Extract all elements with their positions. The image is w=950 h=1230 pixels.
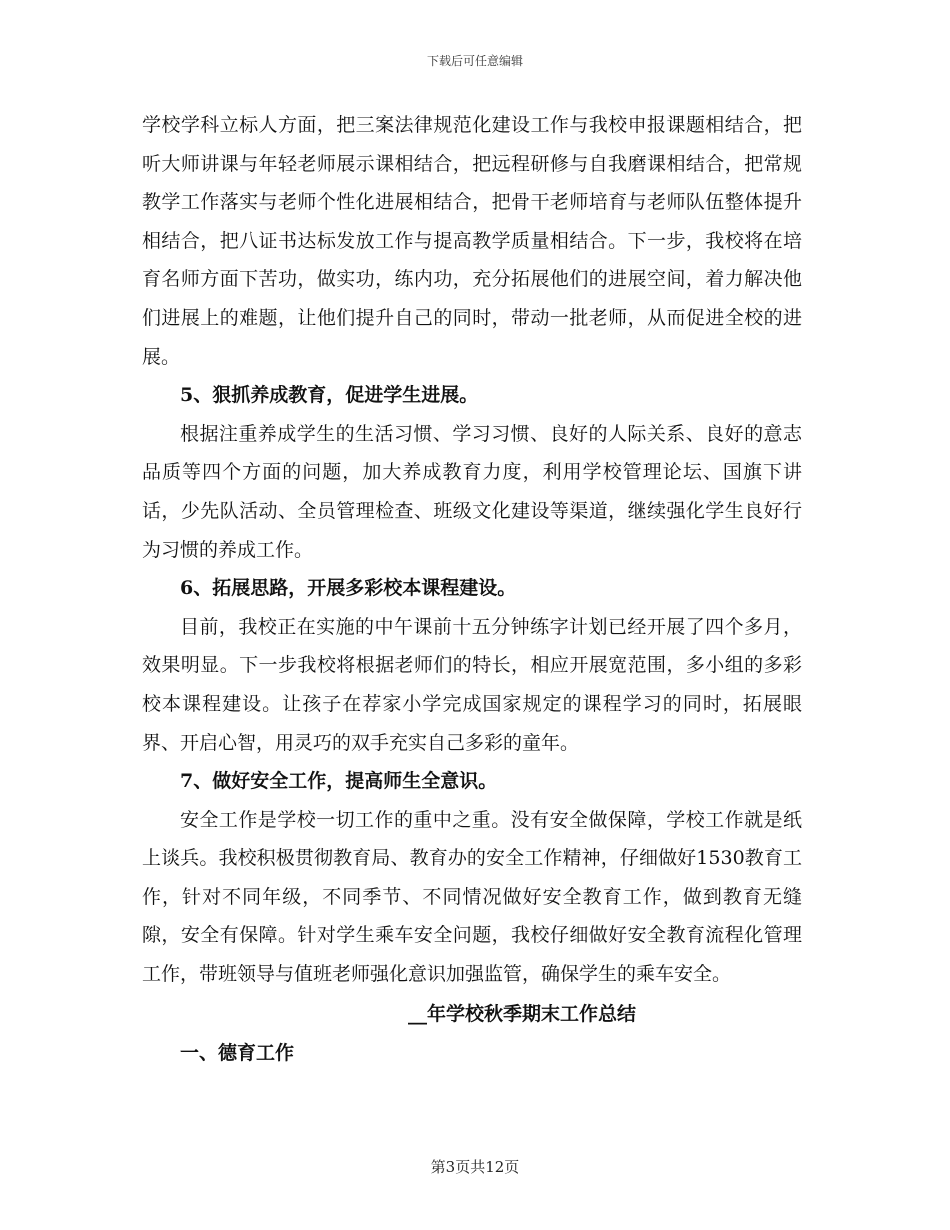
section-heading-1: 一、德育工作 (180, 1041, 295, 1064)
heading-7: 7、做好安全工作，提高师生全意识。 (180, 770, 498, 793)
document-title: __年学校秋季期末工作总结 (407, 1002, 636, 1025)
heading-5: 5、狠抓养成教育，促进学生进展。 (180, 384, 479, 407)
page-footer: 第3页共12页 (430, 1158, 520, 1176)
paragraph-7: 安全工作是学校一切工作的重中之重。没有安全做保障，学校工作就是纸上谈兵。我校积极贯彻教育局、教育办的安全工作精神，仔细做好1530教育工作，针对不同年级，不同季节、不同情况做好安全教育工作，做到教育无缝隙，安全有保障。针对学生乘车安全问题，我校仔细做好安全教育流程化管理工作，带班领导与值班老师强化意识加强监管，确保学生的乘车安全。 (142, 808, 802, 986)
document-body (142, 106, 802, 1072)
paragraph-6: 目前，我校正在实施的中午课前十五分钟练字计划已经开展了四个多月，效果明显。下一步我校将根据老师们的特长，相应开展宽范围，多小组的多彩校本课程建设。让孩子在荐家小学完成国家规定的课程学习的同时，拓展眼界、开启心智，用灵巧的双手充实自己多彩的童年。 (142, 615, 802, 754)
page-header: 下载后可任意编辑 (426, 54, 523, 68)
paragraph-5: 根据注重养成学生的生活习惯、学习习惯、良好的人际关系、良好的意志品质等四个方面的问题，加大养成教育力度，利用学校管理论坛、国旗下讲话，少先队活动、全员管理检查、班级文化建设等渠道，继续强化学生良好行为习惯的养成工作。 (142, 422, 802, 561)
paragraph-intro: 学校学科立标人方面，把三案法律规范化建设工作与我校申报课题相结合，把听大师讲课与年轻老师展示课相结合，把远程研修与自我磨课相结合，把常规教学工作落实与老师个性化进展相结合，把骨干老师培育与老师队伍整体提升相结合，把八证书达标发放工作与提高教学质量相结合。下一步，我校将在培育名师方面下苦功，做实功，练内功，充分拓展他们的进展空间，着力解决他们进展上的难题，让他们提升自己的同时，带动一批老师，从而促进全校的进展。 (142, 114, 802, 368)
heading-6: 6、拓展思路，开展多彩校本课程建设。 (180, 577, 517, 600)
